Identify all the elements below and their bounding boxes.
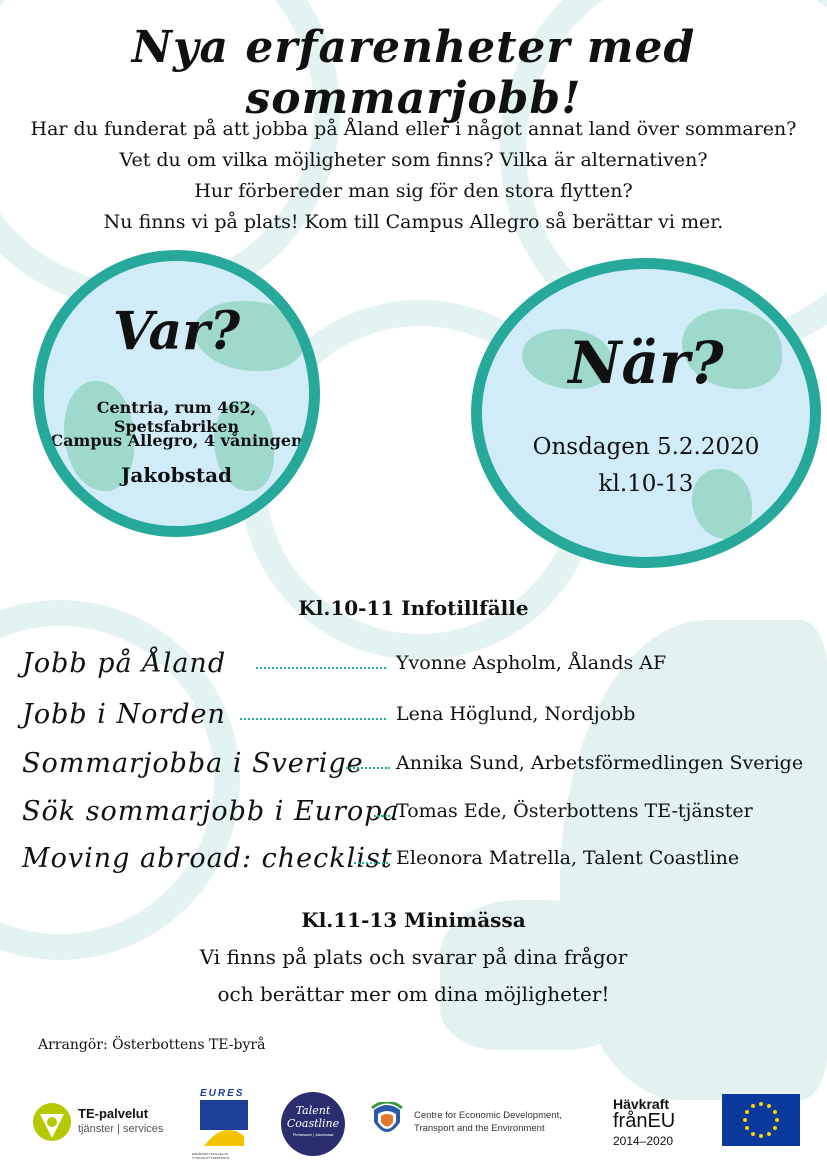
dotted-leader	[256, 667, 386, 669]
where-line-3: Jakobstad	[120, 463, 233, 487]
session-topic: Moving abroad: checklist	[22, 843, 393, 874]
when-time: kl.10-13	[598, 471, 694, 497]
eures-logo-sub: ESMÄNNÄTYSPALVELUN TYÖNVÄLITYSVERKOSTO	[192, 1152, 230, 1160]
page-title: Nya erfarenheter med sommarjobb!	[131, 22, 696, 124]
intro-line-4: Nu finns vi på plats! Kom till Campus Allegro så berättar vi mer.	[103, 211, 724, 233]
eures-flag-icon	[200, 1100, 248, 1148]
organizer-text: Arrangör: Österbottens TE-byrå	[38, 1037, 266, 1053]
talent-logo-line3: Pietarsaari | Jakobstad	[292, 1132, 334, 1137]
where-heading: Var?	[112, 301, 241, 362]
havkraft-logo-line1: Hävkraft	[613, 1096, 670, 1112]
dotted-leader	[374, 815, 390, 817]
eures-logo-name: EURES	[200, 1088, 245, 1099]
session-speaker: Annika Sund, Arbetsförmedlingen Sverige	[396, 752, 804, 774]
session-topic: Sommarjobba i Sverige	[22, 748, 364, 779]
session-speaker: Yvonne Aspholm, Ålands AF	[396, 652, 667, 674]
eures-logo	[190, 1088, 258, 1166]
havkraft-logo-line3: 2014–2020	[613, 1134, 674, 1148]
when-circle	[471, 258, 821, 568]
talent-logo-line2: Coastline	[286, 1117, 340, 1130]
intro-line-1: Har du funderat på att jobba på Åland eller i något annat land över sommaren?	[30, 118, 797, 140]
where-circle	[33, 250, 320, 537]
session-speaker: Tomas Ede, Österbottens TE-tjänster	[396, 800, 753, 822]
ely-logo-line1: Centre for Economic Development,	[414, 1110, 562, 1121]
when-date: Onsdagen 5.2.2020	[532, 434, 760, 460]
te-logo-sub: tjänster | services	[78, 1123, 164, 1135]
when-heading: När?	[568, 329, 724, 397]
session-row	[22, 748, 822, 782]
havkraft-logo	[613, 1096, 697, 1152]
fair-heading: Kl.11-13 Minimässa	[301, 908, 526, 932]
session-row	[22, 796, 822, 830]
fair-line-1: Vi finns på plats och svarar på dina frågor	[199, 945, 628, 969]
te-palvelut-logo	[30, 1100, 180, 1144]
ely-logo-icon	[370, 1102, 404, 1140]
info-session-heading: Kl.10-11 Infotillfälle	[298, 596, 529, 620]
session-row	[22, 648, 822, 682]
eu-flag-logo	[722, 1094, 800, 1146]
session-topic: Jobb i Norden	[22, 699, 226, 730]
session-speaker: Eleonora Matrella, Talent Coastline	[396, 847, 740, 869]
talent-coastline-logo	[281, 1092, 345, 1156]
dotted-leader	[346, 767, 390, 769]
session-topic: Sök sommarjobb i Europa	[22, 796, 400, 827]
where-line-1: Centria, rum 462, Spetsfabriken	[96, 398, 257, 436]
talent-logo-line1: Talent	[295, 1104, 331, 1117]
ely-logo-line2: Transport and the Environment	[414, 1123, 545, 1134]
session-row	[22, 843, 822, 877]
intro-line-2: Vet du om vilka möjligheter som finns? Vilka är alternativen?	[119, 149, 708, 171]
fair-line-2: och berättar mer om dina möjligheter!	[217, 982, 610, 1006]
where-line-2: Campus Allegro, 4 våningen	[50, 431, 303, 450]
intro-line-3: Hur förbereder man sig för den stora flytten?	[194, 180, 633, 202]
te-logo-name: TE-palvelut	[78, 1106, 149, 1121]
ely-centre-logo	[370, 1102, 590, 1142]
dotted-leader	[354, 862, 388, 864]
dotted-leader	[240, 718, 386, 720]
session-topic: Jobb på Åland	[22, 648, 227, 679]
te-logo-icon	[30, 1100, 74, 1144]
eu-stars-icon	[722, 1094, 800, 1146]
session-speaker: Lena Höglund, Nordjobb	[396, 703, 636, 725]
session-row	[22, 699, 822, 733]
havkraft-logo-line2: frånEU	[613, 1110, 676, 1132]
